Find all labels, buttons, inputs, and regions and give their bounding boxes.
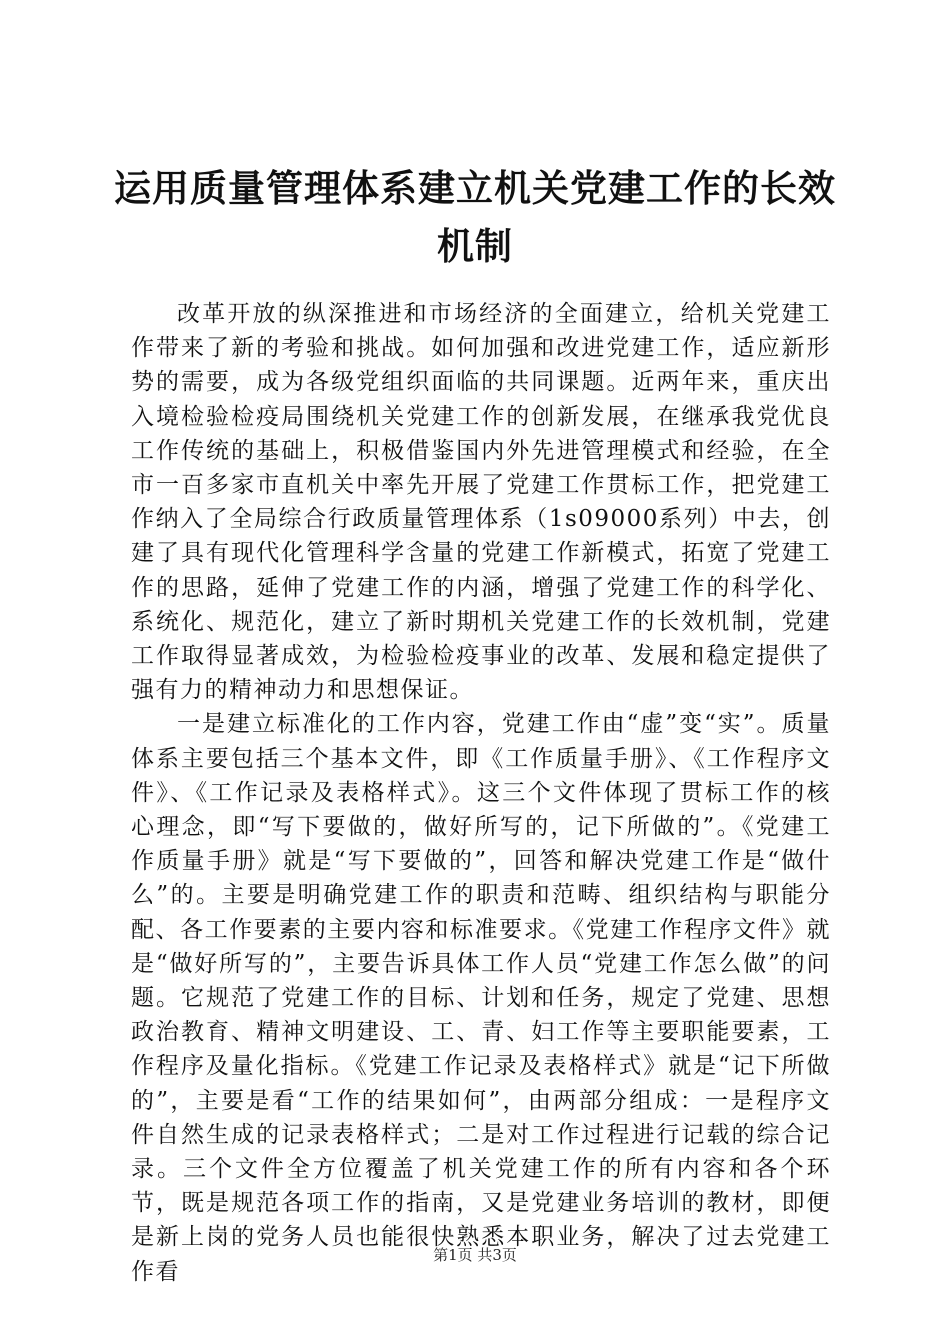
document-body: [131, 297, 831, 1289]
paragraph-first-point: 一是建立标准化的工作内容，党建工作由“虚”变“实”。质量体系主要包括三个基本文件，即《工作质量手册》、《工作程序文件》、《工作记录及表格样式》。这三个文件体现了贯标工作的核心理念，即“写下要做的，做好所写的，记下所做的”。《党建工作质量手册》就是“写下要做的”，回答和解决党建工作是“做什么”的。主要是明确党建工作的职责和范畴、组织结构与职能分配、各工作要素的主要内容和标准要求。《党建工作程序文件》就是“做好所写的”，主要告诉具体工作人员“党建工作怎么做”的问题。它规范了党建工作的目标、计划和任务，规定了党建、思想政治教育、精神文明建设、工、青、妇工作等主要职能要素，工作程序及量化指标。《党建工作记录及表格样式》就是“记下所做的”，主要是看“工作的结果如何”，由两部分组成：一是程序文件自然生成的记录表格样式；二是对工作过程进行记载的综合记录。三个文件全方位覆盖了机关党建工作的所有内容和各个环节，既是规范各项工作的指南，又是党建业务培训的教材，即便是新上岗的党务人员也能很快熟悉本职业务，解决了过去党建工作看: [131, 711, 831, 1285]
page-footer: 第1页 共3页: [433, 1246, 517, 1264]
document-title: 运用质量管理体系建立机关党建工作的长效机制: [114, 167, 836, 268]
paragraph-intro: 改革开放的纵深推进和市场经济的全面建立，给机关党建工作带来了新的考验和挑战。如何加强和改进党建工作，适应新形势的需要，成为各级党组织面临的共同课题。近两年来，重庆出入境检验检疫局围绕机关党建工作的创新发展，在继承我党优良工作传统的基础上，积极借鉴国内外先进管理模式和经验，在全市一百多家市直机关中率先开展了党建工作贯标工作，把党建工作纳入了全局综合行政质量管理体系（1s09000系列）中去，创建了具有现代化管理科学含量的党建工作新模式，拓宽了党建工作的思路，延伸了党建工作的内涵，增强了党建工作的科学化、系统化、规范化，建立了新时期机关党建工作的长效机制，党建工作取得显著成效，为检验检疫事业的改革、发展和稳定提供了强有力的精神动力和思想保证。: [131, 301, 831, 704]
